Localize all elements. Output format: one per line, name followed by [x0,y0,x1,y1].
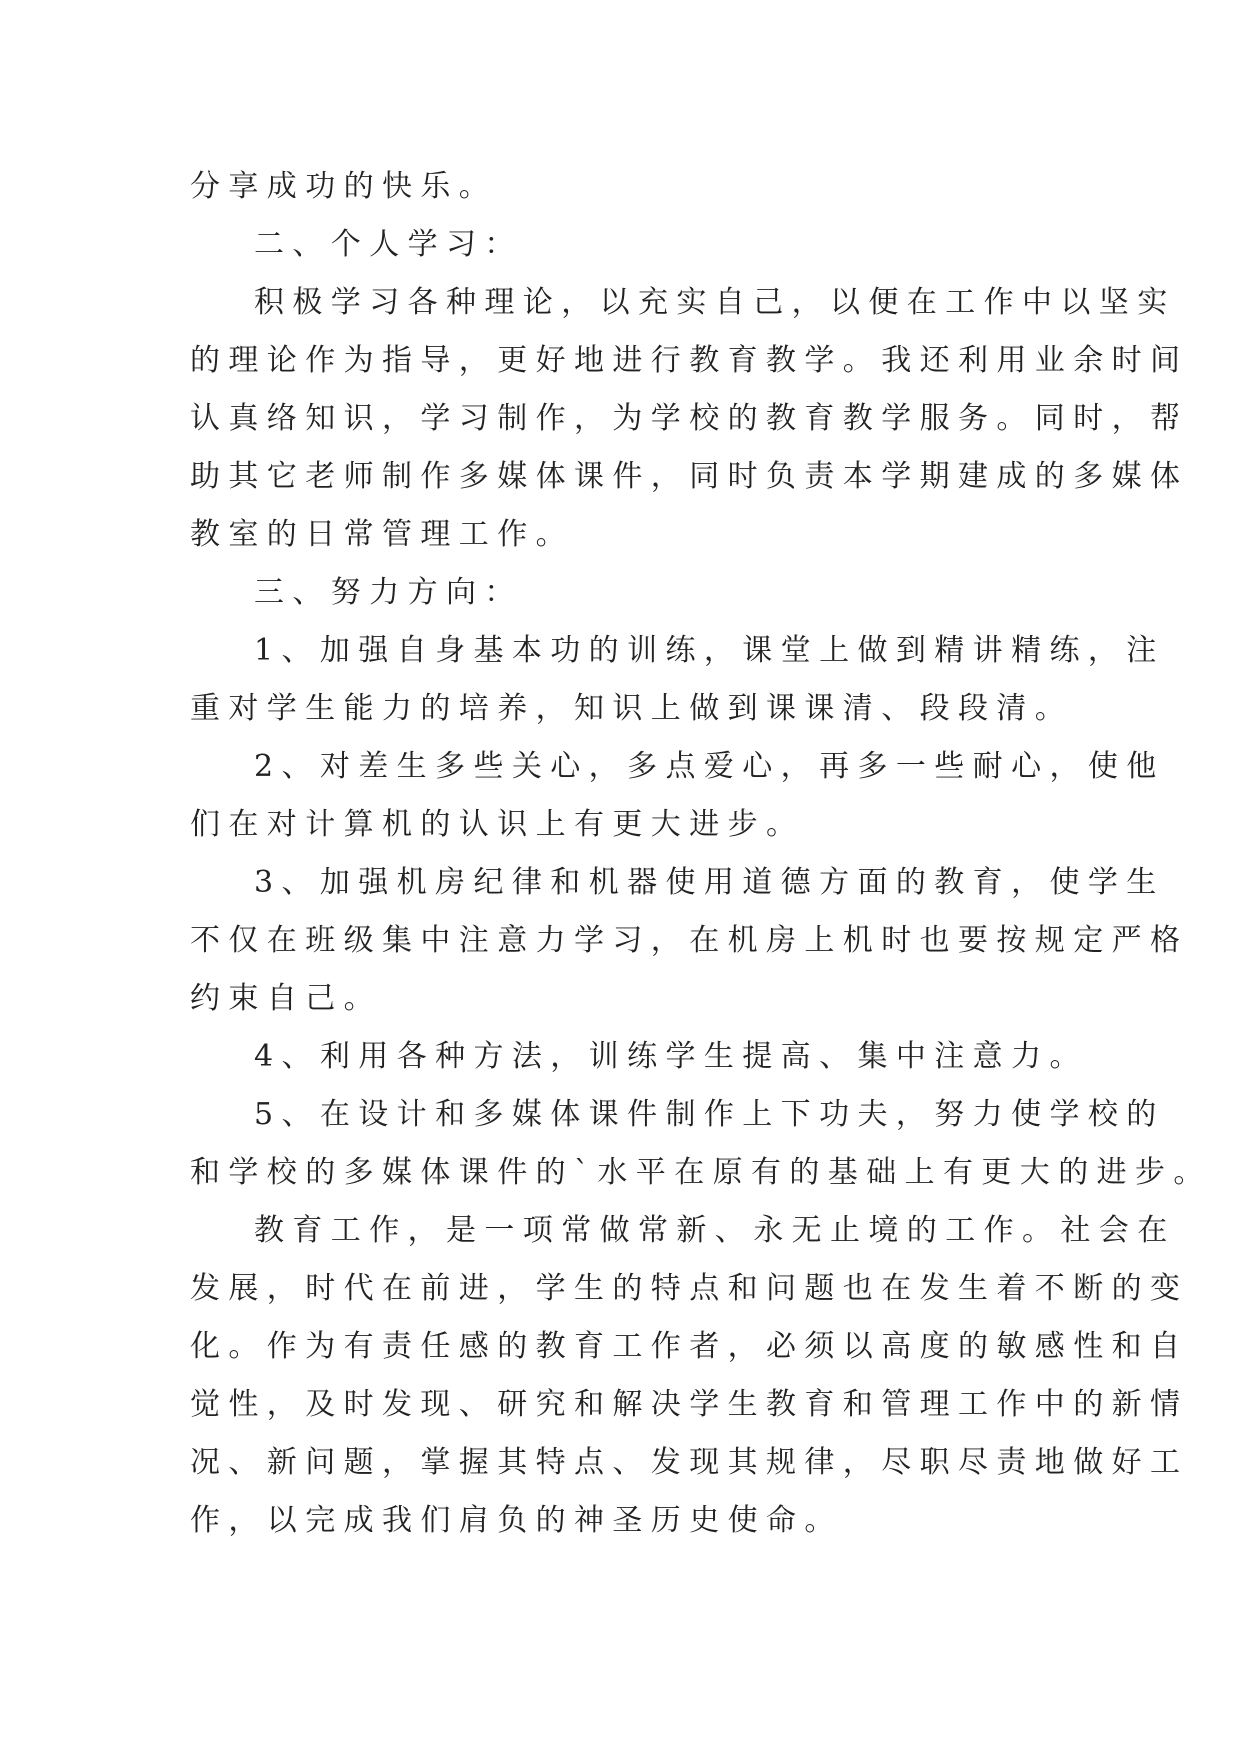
text-line: 们在对计算机的认识上有更大进步。 [190,807,805,842]
text-line: 教室的日常管理工作。 [190,517,574,552]
text-line: 的理论作为指导，更好地进行教育教学。我还利用业余时间 [190,343,1189,378]
text-line: 化。作为有责任感的教育工作者，必须以高度的敏感性和自 [190,1329,1189,1364]
text-line: 4、利用各种方法，训练学生提高、集中注意力。 [254,1039,1088,1074]
text-line: 教育工作，是一项常做常新、永无止境的工作。社会在 [254,1213,1176,1248]
text-line: 和学校的多媒体课件的`水平在原有的基础上有更大的进步。 [190,1155,1212,1190]
document-body [190,158,1212,1550]
text-line: 觉性，及时发现、研究和解决学生教育和管理工作中的新情 [190,1387,1189,1422]
text-line: 2、对差生多些关心，多点爱心，再多一些耐心，使他 [254,749,1165,784]
text-line: 约束自己。 [190,981,382,1016]
section-heading-personal-study: 二、个人学习： [254,227,523,262]
section-heading-direction: 三、努力方向： [254,575,523,610]
text-line: 重对学生能力的培养，知识上做到课课清、段段清。 [190,691,1074,726]
text-line: 分享成功的快乐。 [190,169,498,204]
text-line: 作，以完成我们肩负的神圣历史使命。 [190,1503,843,1538]
text-line: 况、新问题，掌握其特点、发现其规律，尽职尽责地做好工 [190,1445,1189,1480]
text-line: 助其它老师制作多媒体课件，同时负责本学期建成的多媒体 [190,459,1189,494]
text-line: 发展，时代在前进，学生的特点和问题也在发生着不断的变 [190,1271,1189,1306]
text-line: 3、加强机房纪律和机器使用道德方面的教育，使学生 [254,865,1165,900]
text-line: 不仅在班级集中注意力学习，在机房上机时也要按规定严格 [190,923,1189,958]
text-line: 1、加强自身基本功的训练，课堂上做到精讲精练，注 [254,633,1165,668]
text-line: 认真络知识，学习制作，为学校的教育教学服务。同时，帮 [190,401,1189,436]
text-line: 积极学习各种理论，以充实自己，以便在工作中以坚实 [254,285,1176,320]
text-line: 5、在设计和多媒体课件制作上下功夫，努力使学校的 [254,1097,1165,1132]
